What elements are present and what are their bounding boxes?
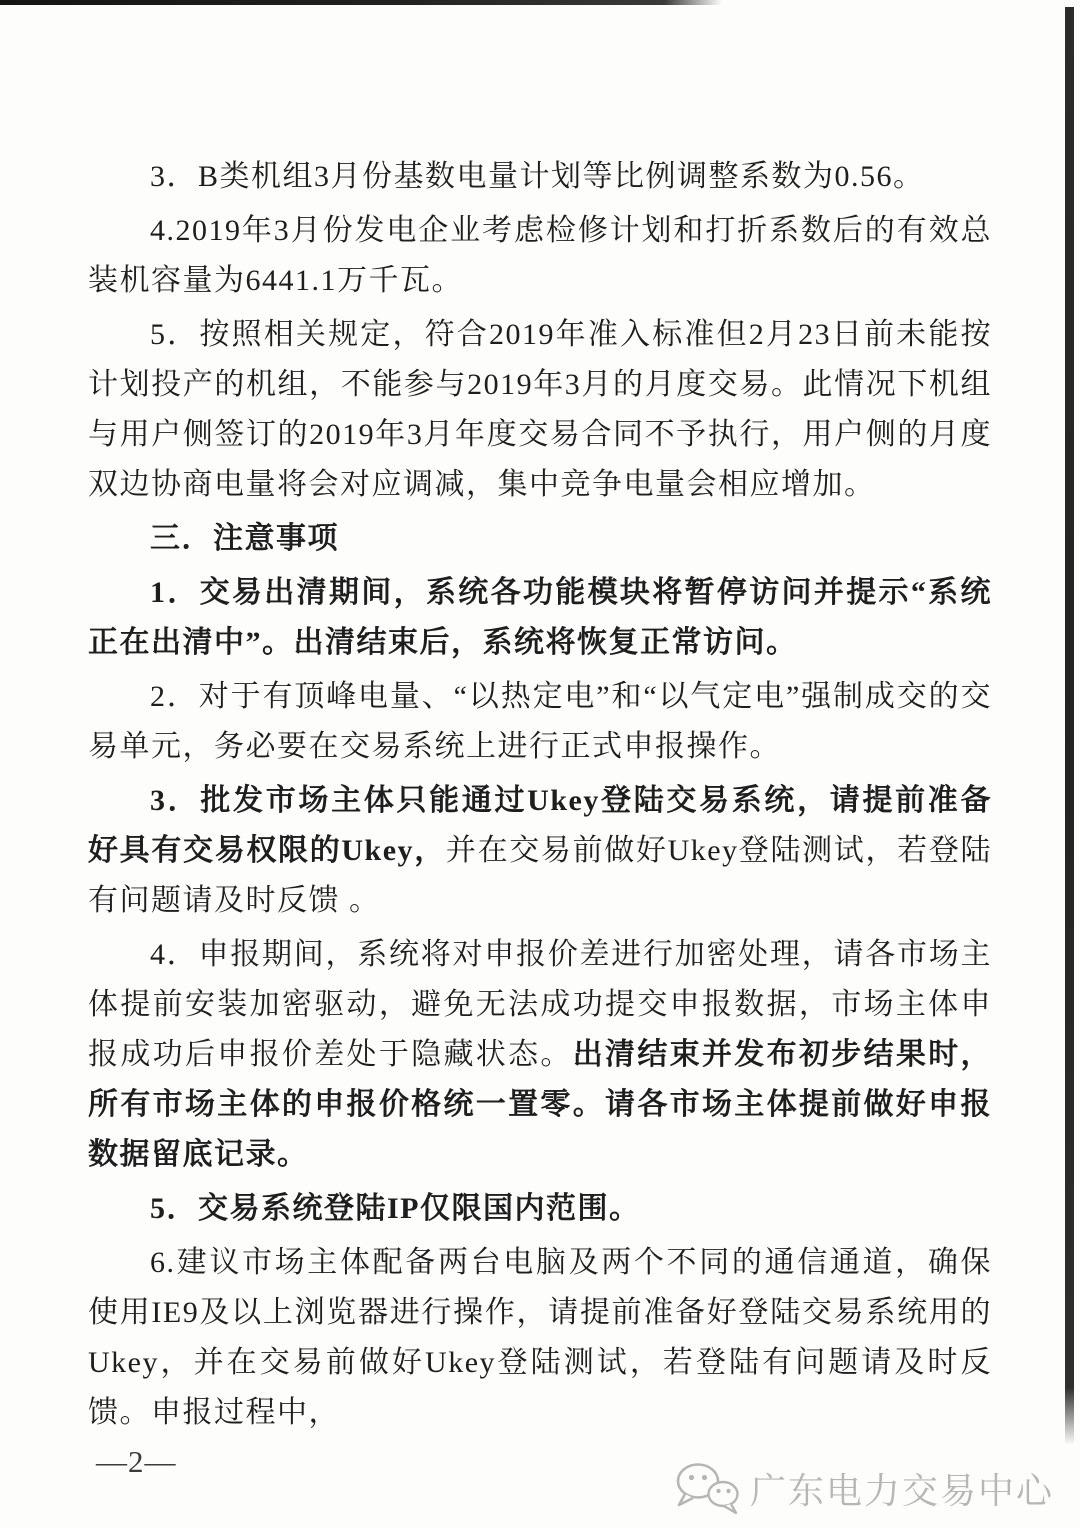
document-body — [88, 152, 992, 1442]
text-segment: 2．对于有顶峰电量、“以热定电”和“以气定电”强制成交的交易单元，务必要在交易系统上进行正式申报操作。 — [88, 680, 992, 763]
note-6-two-computers — [88, 1238, 992, 1438]
item-4-effective-capacity — [88, 206, 992, 306]
item-3-adjustment-coefficient — [88, 152, 992, 202]
note-5-ip-restriction — [88, 1184, 992, 1234]
text-segment: 4．申报期间，系统将对申报价差进行加密处理，请各市场主体提前安装加密驱动，避免无法成功提交申报数据，市场主体申报成功后申报价差处于隐藏状态。 — [88, 938, 992, 1071]
text-segment: 并在交易前做好Ukey登陆测试，若登陆有问题请及时反馈 。 — [88, 834, 992, 917]
bold-text-segment: 5．交易系统登陆IP仅限国内范围。 — [150, 1192, 641, 1225]
text-segment: 4.2019年3月份发电企业考虑检修计划和打折系数后的有效总装机容量为6441.1万千瓦。 — [88, 214, 992, 297]
page-number: —2— — [96, 1444, 177, 1479]
bold-text-segment: 出清结束并发布初步结果时，所有市场主体的申报价格统一置零。请各市场主体提前做好申报数据留底记录。 — [88, 1038, 993, 1171]
scan-edge-artifact-top — [0, 0, 722, 5]
note-2-forced-deals — [88, 672, 992, 772]
watermark — [672, 1460, 1054, 1516]
section-heading-notes — [88, 514, 992, 564]
wechat-icon — [672, 1460, 742, 1516]
note-3-ukey-login — [88, 776, 992, 926]
text-segment: 3．B类机组3月份基数电量计划等比例调整系数为0.56。 — [150, 160, 925, 193]
bold-text-segment: 3．批发市场主体只能通过Ukey登陆交易系统，请提前准备好具有交易权限的Ukey， — [88, 784, 992, 867]
bold-text-segment: 三．注意事项 — [150, 522, 339, 555]
item-5-admission-rule — [88, 310, 992, 510]
watermark-text: 广东电力交易中心 — [749, 1469, 1054, 1511]
text-segment: 6.建议市场主体配备两台电脑及两个不同的通信通道，确保使用IE9及以上浏览器进行操作，请提前准备好登陆交易系统用的Ukey，并在交易前做好Ukey登陆测试，若登陆有问题请及时反馈。申报过程中， — [88, 1246, 992, 1429]
note-1-clearing-period — [88, 568, 992, 668]
bold-text-segment: 1．交易出清期间，系统各功能模块将暂停访问并提示“系统正在出清中”。出清结束后，系统将恢复正常访问。 — [88, 576, 992, 659]
scan-edge-artifact-right — [1065, 7, 1074, 1445]
note-4-encryption — [88, 930, 992, 1180]
text-segment: 5．按照相关规定，符合2019年准入标准但2月23日前未能按计划投产的机组，不能参与2019年3月的月度交易。此情况下机组与用户侧签订的2019年3月年度交易合同不予执行，用户侧的月度双边协商电量将会对应调减，集中竞争电量会相应增加。 — [88, 318, 992, 501]
